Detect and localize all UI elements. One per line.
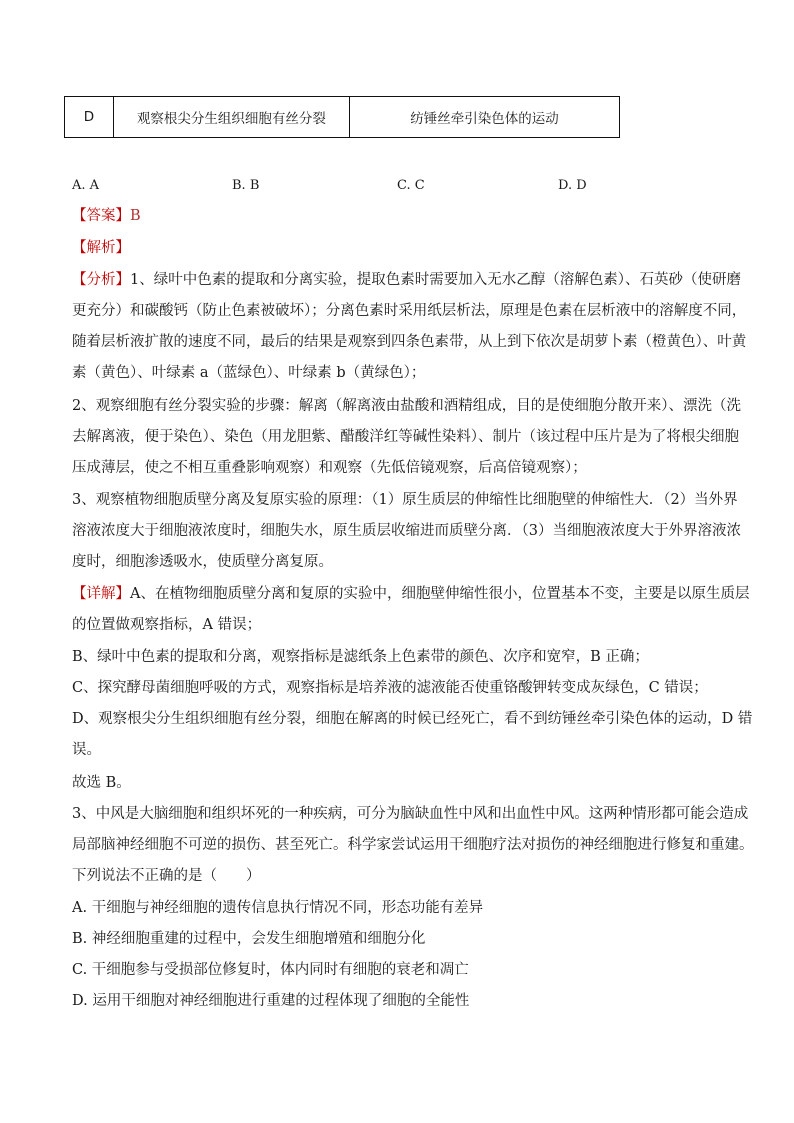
experiment-table	[64, 96, 620, 138]
analysis-p1-line: 随着层析液扩散的速度不同，最后的结果是观察到四条色素带，从上到下依次是胡萝卜素（橙黄色）、叶黄	[72, 334, 747, 350]
choice-a: A. A	[72, 178, 100, 193]
table-cell-indicator: 纺锤丝牵引染色体的运动	[349, 97, 619, 138]
option-d: D. 运用干细胞对神经细胞进行重建的过程体现了细胞的全能性	[72, 993, 470, 1009]
question-stem-line: 局部脑神经细胞不可逆的损伤、甚至死亡。科学家尝试运用干细胞疗法对损伤的神经细胞进行修复和重建。	[72, 837, 754, 853]
xiangjie-tag: 【详解】	[72, 586, 130, 602]
choice-d: D. D	[558, 178, 587, 193]
analysis-p3-line: 度时，细胞渗透吸水，使质壁分离复原。	[72, 554, 333, 570]
analysis-heading: 【解析】	[72, 240, 130, 256]
analysis-p1-line: 更充分）和碳酸钙（防止色素被破坏）；分离色素时采用纸层析法，原理是色素在层析液中的溶解度不同，	[72, 303, 747, 319]
option-a: A. 干细胞与神经细胞的遗传信息执行情况不同，形态功能有差异	[72, 900, 484, 916]
option-c: C. 干细胞参与受损部位修复时，体内同时有细胞的衰老和凋亡	[72, 962, 469, 978]
analysis-p2-line: 压成薄层，使之不相互重叠影响观察）和观察（先低倍镜观察，后高倍镜观察）；	[72, 460, 587, 476]
table-row	[65, 97, 620, 138]
analysis-p2-line: 2、观察细胞有丝分裂实验的步骤：解离（解离液由盐酸和酒精组成，目的是使细胞分散开来）、漂洗（洗	[72, 398, 741, 414]
detail-line	[72, 584, 749, 604]
analysis-text: 1、绿叶中色素的提取和分离实验，提取色素时需要加入无水乙醇（溶解色素）、石英砂（使研磨	[130, 272, 741, 288]
analysis-p1-line: 素（黄色）、叶绿素 a（蓝绿色）、叶绿素 b（黄绿色）；	[72, 365, 426, 381]
answer-line	[72, 206, 141, 226]
detail-line: 误。	[72, 742, 101, 758]
question-stem-line: 3、中风是大脑细胞和组织坏死的一种疾病，可分为脑缺血性中风和出血性中风。这两种情形都可能会造成	[72, 806, 749, 822]
analysis-p3-line: 3、观察植物细胞质壁分离及复原实验的原理：（1）原生质层的伸缩性比细胞壁的伸缩性大．（2）当外界	[72, 492, 738, 508]
question-stem-line: 下列说法不正确的是（ ）	[72, 868, 261, 884]
detail-text: A、在植物细胞质壁分离和复原的实验中，细胞壁伸缩性很小，位置基本不变，主要是以原生质层	[130, 586, 750, 602]
detail-line: 的位置做观察指标，A 错误；	[72, 617, 262, 633]
table-cell-letter: D	[65, 97, 114, 138]
table-cell-experiment: 观察根尖分生组织细胞有丝分裂	[113, 97, 349, 138]
option-b: B. 神经细胞重建的过程中，会发生细胞增殖和细胞分化	[72, 931, 426, 947]
detail-line: D、观察根尖分生组织细胞有丝分裂，细胞在解离的时候已经死亡，看不到纺锤丝牵引染色体的运动，D 错	[72, 711, 753, 727]
conclusion: 故选 B。	[72, 775, 131, 791]
choice-b: B. B	[232, 178, 260, 193]
analysis-p2-line: 去解离液，便于染色）、染色（用龙胆紫、醋酸洋红等碱性染料）、制片（该过程中压片是为了将根尖细胞	[72, 429, 739, 445]
choice-c: C. C	[397, 178, 425, 193]
detail-line: C、探究酵母菌细胞呼吸的方式，观察指标是培养液的滤液能否使重铬酸钾转变成灰绿色，C 错误；	[72, 680, 708, 696]
answer-value: B	[130, 208, 141, 224]
fenxi-tag: 【分析】	[72, 272, 130, 288]
answer-choices	[72, 178, 712, 196]
analysis-p1-line	[72, 270, 741, 290]
analysis-p3-line: 溶液浓度大于细胞液浓度时，细胞失水，原生质层收缩进而质壁分离．（3）当细胞液浓度大于外界溶液浓	[72, 523, 741, 539]
answer-tag: 【答案】	[72, 208, 130, 224]
detail-line: B、绿叶中色素的提取和分离，观察指标是滤纸条上色素带的颜色、次序和宽窄，B 正确；	[72, 649, 649, 665]
